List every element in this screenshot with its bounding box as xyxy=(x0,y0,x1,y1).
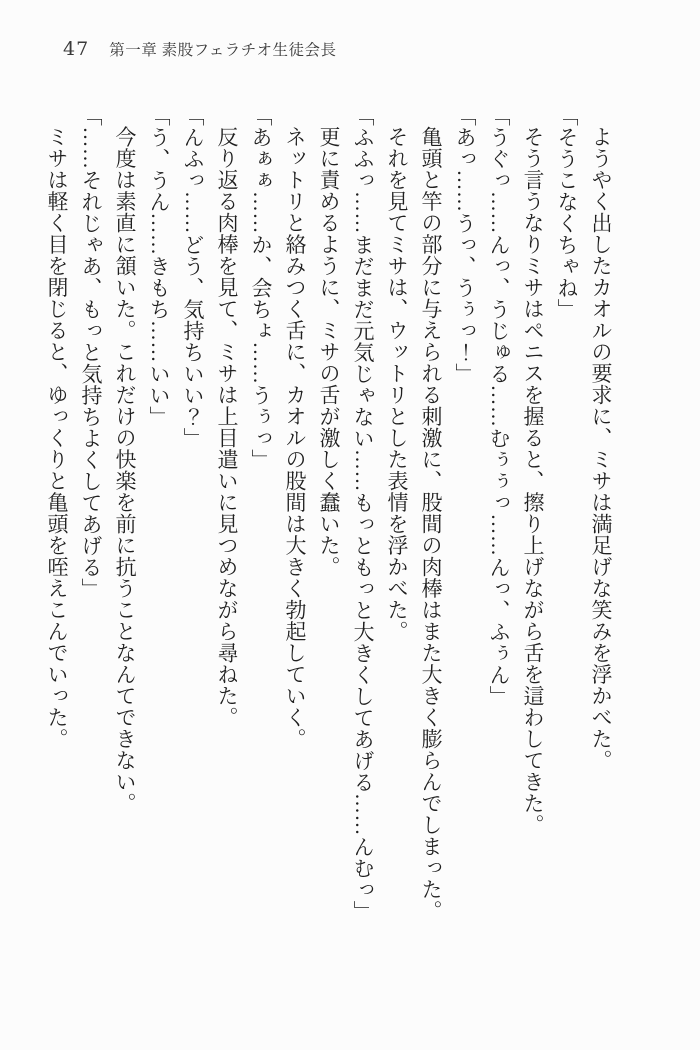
dialogue-paragraph: 「……それじゃあ、もっと気持ちよくしてあげる」 xyxy=(79,105,103,600)
dialogue-paragraph: 「あぁぁ……か、会ちょ……うぅっ」 xyxy=(249,105,273,471)
dialogue-paragraph: 「う、うん……きもち……いい」 xyxy=(147,105,171,428)
narration-paragraph: 今度は素直に頷いた。これだけの快楽を前に抗うことなんてできない。 xyxy=(113,126,137,814)
narration-paragraph: それを見てミサは、ウットリとした表情を浮かべた。 xyxy=(385,126,409,642)
narration-paragraph: そう言うなりミサはペニスを握ると、擦り上げながら舌を這わしてきた。 xyxy=(521,126,545,836)
narration-paragraph: ようやく出したカオルの要求に、ミサは満足げな笑みを浮かべた。 xyxy=(589,126,613,771)
dialogue-paragraph: 「そうこなくちゃね」 xyxy=(555,105,579,320)
dialogue-paragraph: 「あっ……うっ、うぅっ！」 xyxy=(453,105,477,385)
narration-paragraph: ミサは軽く目を閉じると、ゆっくりと亀頭を咥えこんでいった。 xyxy=(45,126,69,750)
chapter-title: 第一章 素股フェラチオ生徒会長 xyxy=(109,42,337,59)
dialogue-paragraph: 「ふふっ……まだまだ元気じゃない……もっともっと大きくしてあげる……んむっ」 xyxy=(351,105,375,922)
narration-paragraph: ネットリと絡みつく舌に、カオルの股間は大きく勃起していく。 xyxy=(283,126,307,750)
page-number: 47 xyxy=(63,38,90,60)
narration-paragraph: 亀頭と竿の部分に与えられる刺激に、股間の肉棒はまた大きく膨らんでしまった。 xyxy=(419,126,443,922)
dialogue-paragraph: 「んふっ……どう、気持ちいい？」 xyxy=(181,105,205,449)
page-header xyxy=(63,38,336,60)
narration-paragraph: 反り返る肉棒を見て、ミサは上目遣いに見つめながら尋ねた。 xyxy=(215,126,239,728)
narration-paragraph: 更に責めるように、ミサの舌が激しく蠢いた。 xyxy=(317,126,341,578)
body-text xyxy=(40,105,618,947)
dialogue-paragraph: 「うぐっ……んっ、うじゅる……むぅぅっ……んっ、ふぅん」 xyxy=(487,105,511,707)
